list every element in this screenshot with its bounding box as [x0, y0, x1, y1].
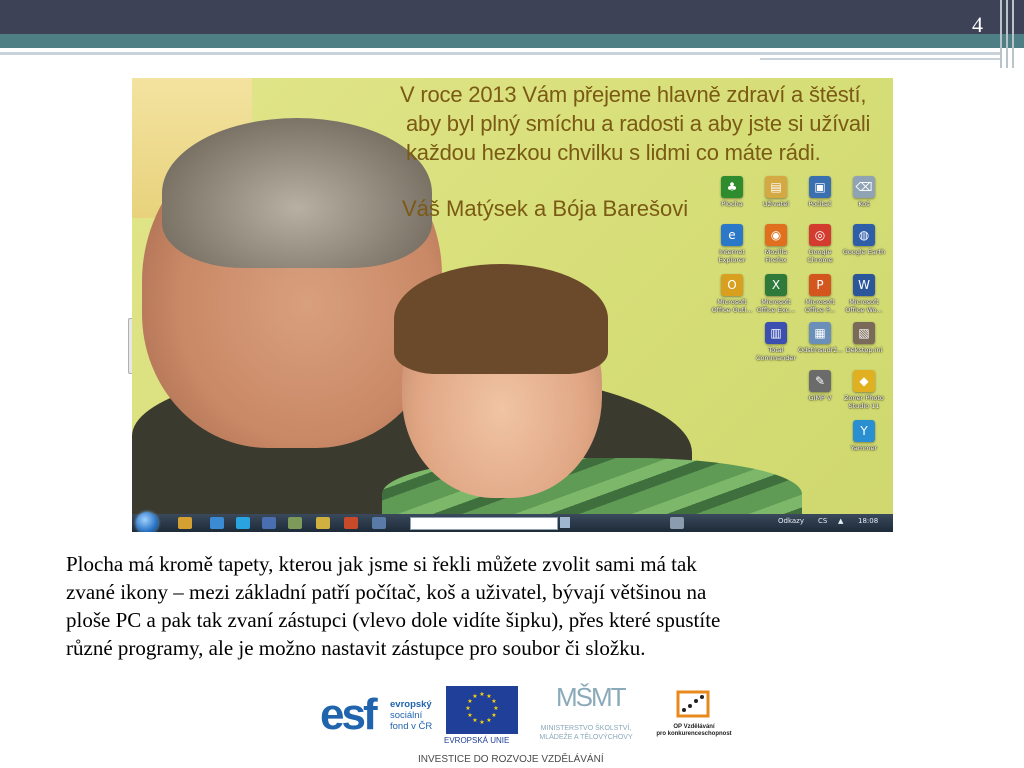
start-button[interactable]	[136, 512, 158, 532]
desktop-icon[interactable]	[842, 370, 886, 410]
gimp-icon: ✎	[809, 370, 831, 392]
op-line: pro konkurenceschopnost	[656, 731, 732, 737]
ie-taskbar-icon[interactable]	[210, 517, 224, 529]
desktop-icon-label: Microsoft Office Outl...	[711, 298, 753, 314]
svg-text:★: ★	[467, 712, 473, 719]
esf-line: evropský	[390, 699, 432, 710]
header-divider-line	[0, 52, 1000, 55]
eu-logo	[446, 686, 518, 746]
header-divider-line-short	[760, 58, 1000, 60]
address-bar-input[interactable]	[410, 517, 558, 530]
document-shortcut-icon: ▦	[809, 322, 831, 344]
desktop-icon[interactable]	[754, 224, 798, 264]
desktop-icon-label: Yammer	[850, 444, 878, 452]
desktop-icon[interactable]	[798, 322, 842, 354]
desktop-icon[interactable]	[842, 176, 886, 208]
greeting-line: každou hezkou chvilku s lidmi co máte rádi.	[406, 140, 821, 165]
wallpaper-greeting	[400, 80, 880, 167]
zoner-taskbar-icon[interactable]	[316, 517, 330, 529]
desktop-icon[interactable]	[754, 274, 798, 314]
desktop-icon-label: Počítač	[808, 200, 832, 208]
desktop-icon-grid	[710, 176, 890, 466]
svg-text:★: ★	[486, 717, 492, 724]
recycle-bin-icon: ⌫	[853, 176, 875, 198]
svg-text:★: ★	[486, 693, 492, 700]
desktop-icon[interactable]	[842, 420, 886, 452]
desktop-icon-label: Microsoft Office Wo...	[845, 298, 883, 314]
op-line: OP Vzdělávání	[673, 724, 715, 730]
language-indicator[interactable]: CS	[818, 517, 828, 525]
desktop-icon-label: Koš	[858, 200, 870, 208]
wallpaper-boy-hair	[394, 264, 608, 374]
body-line: Plocha má kromě tapety, kterou jak jsme si řekli můžete zvolit sami má tak	[66, 552, 697, 576]
desktop-icon-label: Google Chrome	[807, 248, 833, 264]
total-commander-icon: ▥	[765, 322, 787, 344]
msmt-logo-mark: MŠMT	[556, 682, 625, 712]
svg-text:★: ★	[472, 717, 478, 724]
desktop-icon[interactable]	[798, 274, 842, 314]
msmt-caption	[522, 724, 650, 742]
svg-text:★: ★	[467, 698, 473, 705]
svg-text:★: ★	[491, 712, 497, 719]
esf-logo	[318, 685, 436, 745]
greeting-line: V roce 2013 Vám přejeme hlavně zdraví a štěstí,	[400, 82, 867, 107]
desktop-icon-label: Total Commander	[755, 346, 797, 362]
chrome-icon: ◎	[809, 224, 831, 246]
tray-expand-arrow-icon[interactable]: ▲	[838, 517, 844, 525]
desktop-icon[interactable]	[842, 322, 886, 354]
user-folder-icon: ▤	[765, 176, 787, 198]
desktop-screenshot	[132, 78, 893, 532]
taskbar	[132, 514, 893, 532]
body-line: zvané ikony – mezi základní patří počítač, koš a uživatel, bývají většinou na	[66, 580, 707, 604]
esf-logo-text	[390, 699, 432, 732]
slide-header-accent	[0, 34, 1024, 48]
desktop-icon[interactable]	[842, 224, 886, 256]
tree-icon: ♣	[721, 176, 743, 198]
esf-logo-mark: esf	[320, 690, 375, 739]
computer-icon: ▣	[809, 176, 831, 198]
desktop-icon[interactable]	[798, 176, 842, 208]
msmt-line: MINISTERSTVO ŠKOLSTVÍ,	[540, 725, 632, 732]
desktop-icon[interactable]	[710, 224, 754, 264]
desktop-icon[interactable]	[754, 176, 798, 208]
desktop-icon-label: Zoner Photo Studio 11	[844, 394, 884, 410]
desktop-icon-label: Uživatel	[762, 200, 790, 208]
wallpaper-signature: Váš Matýsek a Bója Barešovi	[402, 196, 689, 221]
yammer-icon: Y	[853, 420, 875, 442]
msmt-logo	[522, 684, 650, 746]
desktop-icon-label: Mozilla Firefox	[764, 248, 788, 264]
svg-text:★: ★	[472, 693, 478, 700]
greeting-line: aby byl plný smíchu a radosti a aby jste si užívali	[406, 111, 871, 136]
eu-caption: EVROPSKÁ UNIE	[444, 736, 510, 745]
desktop-icon-label: Dekstop.ini	[845, 346, 883, 354]
desktop-icon[interactable]	[798, 224, 842, 264]
settings-file-icon: ▧	[853, 322, 875, 344]
powerpoint-taskbar-icon[interactable]	[344, 517, 358, 529]
header-vertical-bar	[1000, 0, 1002, 68]
wallpaper-man-hair	[162, 118, 432, 268]
links-toolbar-label[interactable]: Odkazy	[778, 517, 804, 525]
svg-text:★: ★	[491, 698, 497, 705]
desktop-icon[interactable]	[710, 274, 754, 314]
page-number: 4	[972, 12, 983, 37]
body-line: ploše PC a pak tak zvaní zástupci (vlevo dole vidíte šipku), přes které spustíte	[66, 608, 721, 632]
op-caption	[652, 724, 736, 738]
desktop-icon-label: Internet Explorer	[718, 248, 746, 264]
internet-explorer-icon: e	[721, 224, 743, 246]
photos-taskbar-icon[interactable]	[288, 517, 302, 529]
desktop-icon[interactable]	[754, 322, 798, 362]
op-vzdelavani-logo	[652, 684, 736, 746]
firefox-icon: ◉	[765, 224, 787, 246]
header-vertical-bar	[1006, 0, 1008, 68]
chrome-taskbar-icon[interactable]	[178, 517, 192, 529]
eu-flag-icon	[446, 686, 518, 734]
desktop-icon-label: Google Earth	[842, 248, 886, 256]
zoner-photo-icon: ◆	[853, 370, 875, 392]
desktop-icon-label: GIMP V	[808, 394, 832, 402]
powerpoint-icon: P	[809, 274, 831, 296]
explorer-taskbar-icon[interactable]	[262, 517, 276, 529]
body-line: různé programy, ale je možno nastavit zástupce pro soubor či složku.	[66, 636, 646, 660]
slide-header-band	[0, 0, 1024, 34]
esf-line: fond v ČR	[390, 721, 433, 732]
excel-icon: X	[765, 274, 787, 296]
desktop-icon-label: Microsoft Office P...	[804, 298, 836, 314]
svg-text:★: ★	[493, 705, 499, 712]
svg-text:★: ★	[479, 691, 485, 698]
word-icon: W	[853, 274, 875, 296]
desktop-icon-label: Plocha	[721, 200, 743, 208]
msmt-line: MLÁDEŽE A TĚLOVÝCHOVY	[539, 734, 633, 741]
desktop-taskbar-icon[interactable]	[372, 517, 386, 529]
svg-text:★: ★	[465, 705, 471, 712]
esf-line: sociální	[390, 710, 423, 721]
tray-icon[interactable]	[670, 517, 684, 529]
svg-text:★: ★	[479, 719, 485, 726]
investice-caption: INVESTICE DO ROZVOJE VZDĚLÁVÁNÍ	[418, 754, 604, 765]
desktop-icon[interactable]	[710, 176, 754, 208]
outlook-icon: O	[721, 274, 743, 296]
desktop-icon[interactable]	[842, 274, 886, 314]
address-go-button[interactable]	[560, 517, 570, 528]
desktop-icon-label: Odstínsudrž...	[798, 346, 844, 354]
skype-taskbar-icon[interactable]	[236, 517, 250, 529]
clock[interactable]: 18:08	[858, 517, 879, 525]
desktop-icon-label: Microsoft Office Exc...	[756, 298, 796, 314]
op-logo-mark-icon	[670, 686, 716, 722]
slide-body-text	[66, 550, 966, 662]
header-vertical-bar	[1012, 0, 1014, 68]
google-earth-icon: ◍	[853, 224, 875, 246]
desktop-icon[interactable]	[798, 370, 842, 402]
